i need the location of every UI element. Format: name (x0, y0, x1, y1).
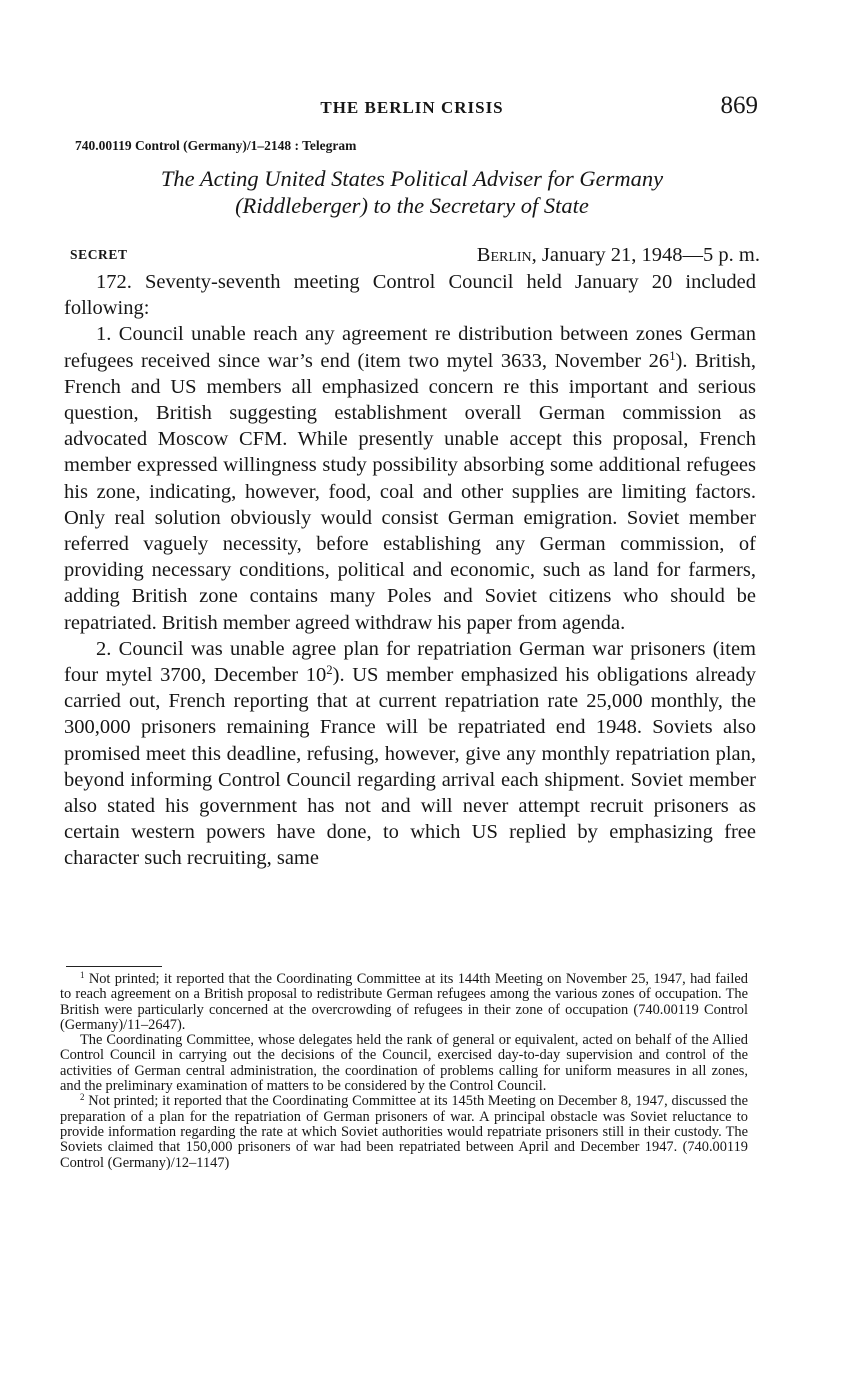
footnote-1 (60, 972, 748, 1033)
paragraph-1-text-a: 1. Council unable reach any agreement re distribution between zones German refugees received since war’s end (item two mytel 3633, November 26 (64, 323, 756, 372)
footnote-ref-2: 2 (326, 663, 333, 678)
page-number: 869 (720, 92, 758, 119)
paragraph-2 (64, 636, 756, 872)
footnote-1-note: The Coordinating Committee, whose delegates held the rank of general or equivalent, acted on behalf of the Allied Control Council in carrying out the decisions of the Council, exercised day-to-day supervision and control of the activities of German central administration, the coordination of problems calling for uniform measures in all zones, and the preliminary examination of matters to be considered by the Control Council. (60, 1032, 748, 1095)
footnote-1-text: Not printed; it reported that the Coordinating Committee at its 144th Meeting on November 25, 1947, had failed to reach agreement on a British proposal to redistribute German refugees among the various zones of occupation. The British were particularly concerned at the overcrowding of refugees in their zone of occupation (740.00119 Control (Germany)/11–2647). (60, 971, 748, 1033)
document-title (64, 165, 760, 219)
running-title: THE BERLIN CRISIS (320, 98, 504, 117)
footnote-2-text: Not printed; it reported that the Coordinating Committee at its 145th Meeting on December 8, 1947, discussed the preparation of a plan for the repatriation of German prisoners of war. A principal obstacle was Soviet reluctance to provide information regarding the rate at which Soviet authorities would repatriate prisoners still in their custody. The Soviets claimed that 150,000 prisoners of war had been repatriated between April and December 1947. (740.00119 Control (Germany)/12–1147) (60, 1093, 748, 1171)
classification-label: SECRET (70, 247, 128, 262)
footnote-2 (60, 1094, 748, 1170)
file-reference: 740.00119 Control (Germany)/1–2148 : Telegram (75, 138, 357, 153)
paragraph-2-text-b: ). US member emphasized his obligations already carried out, French reporting that at current repatriation rate 25,000 monthly, the 300,000 prisoners remaining France will be repatriated end 1948. Soviets also promised meet this deadline, refusing, however, give any monthly repatriation plan, beyond informing Control Council regarding arrival each shipment. Soviet member also stated his government has not and will never attempt recruit prisoners as certain western powers have done, to which US replied by emphasizing free character such recruiting, same (64, 664, 756, 870)
dateline (70, 244, 760, 270)
footnote-2-marker: 2 (80, 1092, 85, 1103)
paragraph-2-text-a: 2. Council was unable agree plan for repatriation German war prisoners (item four mytel 3700, December 10 (64, 637, 756, 687)
place-and-date (477, 244, 760, 267)
paragraph-1-text-b: ). British, French and US members all emphasized concern re this important and serious question, British suggesting establishment overall German commission as advocated Moscow CFM. While presently unable accept this proposal, French member expressed willingness study possibility absorbing some additional refugees his zone, indicating, however, food, coal and other supplies are limiting factors. Only real solution obviously would consist German emigration. Soviet member referred vaguely necessity, before establishing any German commission, of providing necessary conditions, political and economic, such as land for farmers, adding British zone contains many Poles and Soviet citizens who should be repatriated. British member agreed withdraw his paper from agenda. (64, 349, 756, 634)
footnote-ref-1: 1 (669, 348, 676, 363)
footnotes (60, 972, 748, 1171)
intro-paragraph: 172. Seventy-seventh meeting Control Council held January 20 included following: (64, 271, 756, 320)
footnote-1-marker: 1 (80, 970, 85, 981)
paragraph-1 (64, 321, 756, 635)
date: January 21, 1948—5 p. m. (536, 244, 760, 266)
running-head (64, 94, 760, 124)
document-title-line-1: The Acting United States Political Adviser for Germany (160, 166, 664, 191)
footnote-divider (66, 966, 162, 967)
document-title-line-2: (Riddleberger) to the Secretary of State (235, 193, 589, 218)
place: Berlin, (476, 244, 537, 266)
telegram-body (64, 269, 756, 872)
